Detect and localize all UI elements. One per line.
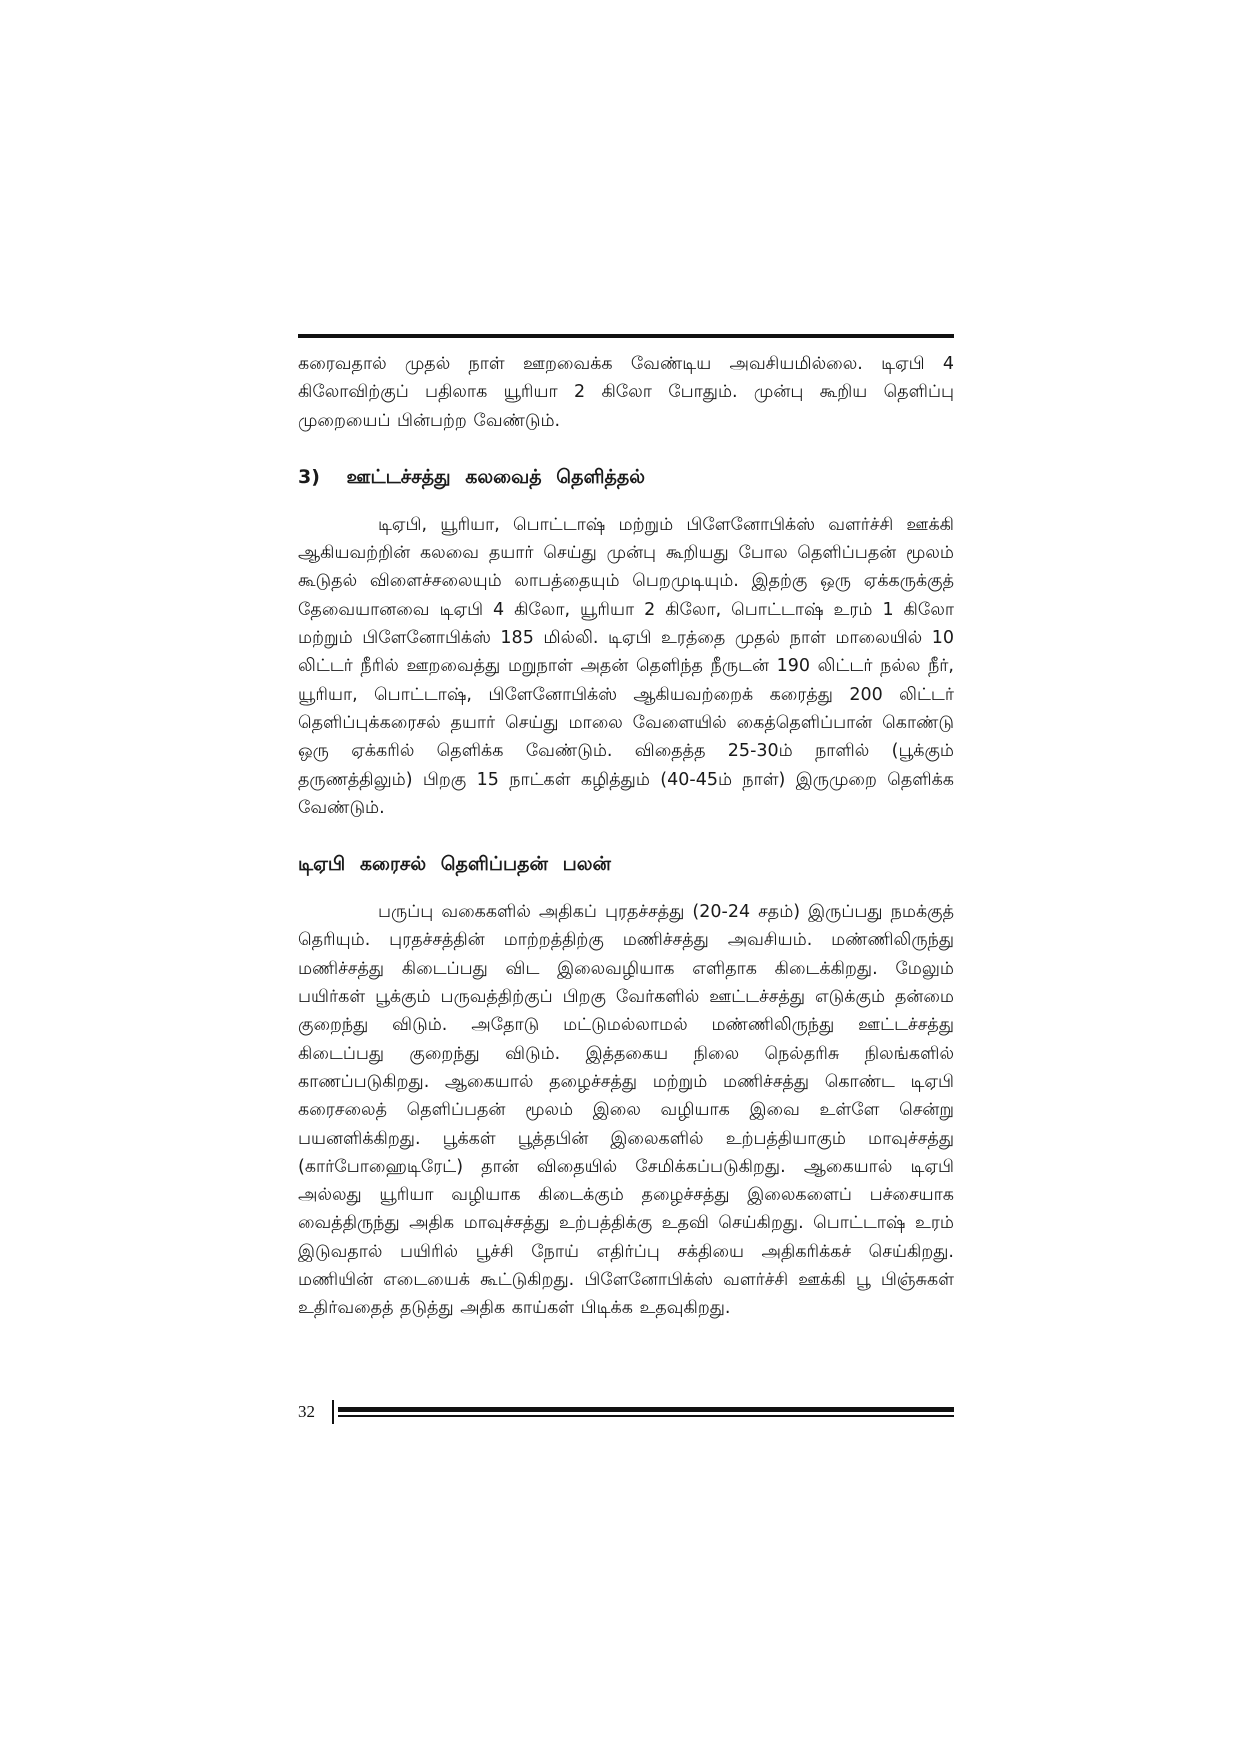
nutrient-spray-paragraph: டிஏபி, யூரியா, பொட்டாஷ் மற்றும் பிளேனோபிக்ஸ் வளர்ச்சி ஊக்கி ஆகியவற்றின் கலவை தயார் செய்து முன்பு கூறியது போல தெளிப்பதன் மூலம் கூடுதல் விளைச்சலையும் லாபத்தையும் பெறமுடியும். இதற்கு ஒரு ஏக்கருக்குத் தேவையானவை டிஏபி 4 கிலோ, யூரியா 2 கிலோ, பொட்டாஷ் உரம் 1 கிலோ மற்றும் பிளேனோபிக்ஸ் 185 மில்லி. டிஏபி உரத்தை முதல் நாள் மாலையில் 10 லிட்டர் நீரில் ஊறவைத்து மறுநாள் அதன் தெளிந்த நீருடன் 190 லிட்டர் நல்ல நீர், யூரியா, பொட்டாஷ், பிளேனோபிக்ஸ் ஆகியவற்றைக் கரைத்து 200 லிட்டர் தெளிப்புக்கரைசல் தயார் செய்து மாலை வேளையில் கைத்தெளிப்பான் கொண்டு ஒரு ஏக்கரில் தெளிக்க வேண்டும். விதைத்த 25-30ம் நாளில் (பூக்கும் தருணத்திலும்) பிறகு 15 நாட்கள் கழித்தும் (40-45ம் நாள்) இருமுறை தெளிக்க வேண்டும். [298,514,954,818]
section-number: 3) [298,465,320,488]
section-title: ஊட்டச்சத்து கலவைத் தெளித்தல் [346,465,645,488]
header-rule [298,334,954,338]
page-body [298,350,954,1323]
footer-rule [338,1407,954,1412]
section-heading-dap-benefit [298,850,954,878]
section-heading-nutrient-spray [298,463,954,491]
footer-vertical-bar [332,1400,334,1424]
section-title: டிஏபி கரைசல் தெளிப்பதன் பலன் [298,853,611,876]
page-footer [298,1400,954,1424]
intro-paragraph: கரைவதால் முதல் நாள் ஊறவைக்க வேண்டிய அவசியமில்லை. டிஏபி 4 கிலோவிற்குப் பதிலாக யூரியா 2 கிலோ போதும். முன்பு கூறிய தெளிப்பு முறையைப் பின்பற்ற வேண்டும். [298,354,954,431]
dap-benefit-paragraph: பருப்பு வகைகளில் அதிகப் புரதச்சத்து (20-24 சதம்) இருப்பது நமக்குத் தெரியும். புரதச்சத்தின் மாற்றத்திற்கு மணிச்சத்து அவசியம். மண்ணிலிருந்து மணிச்சத்து கிடைப்பது விட இலைவழியாக எளிதாக கிடைக்கிறது. மேலும் பயிர்கள் பூக்கும் பருவத்திற்குப் பிறகு வேர்களில் ஊட்டச்சத்து எடுக்கும் தன்மை குறைந்து விடும். அதோடு மட்டுமல்லாமல் மண்ணிலிருந்து ஊட்டச்சத்து கிடைப்பது குறைந்து விடும். இத்தகைய நிலை நெல்தரிசு நிலங்களில் காணப்படுகிறது. ஆகையால் தழைச்சத்து மற்றும் மணிச்சத்து கொண்ட டிஏபி கரைசலைத் தெளிப்பதன் மூலம் இலை வழியாக இவை உள்ளே சென்று பயனளிக்கிறது. பூக்கள் பூத்தபின் இலைகளில் உற்பத்தியாகும் மாவுச்சத்து (கார்போஹைடிரேட்) தான் விதையில் சேமிக்கப்படுகிறது. ஆகையால் டிஏபி அல்லது யூரியா வழியாக கிடைக்கும் தழைச்சத்து இலைகளைப் பச்சையாக வைத்திருந்து அதிக மாவுச்சத்து உற்பத்திக்கு உதவி செய்கிறது. பொட்டாஷ் உரம் இடுவதால் பயிரில் பூச்சி நோய் எதிர்ப்பு சக்தியை அதிகரிக்கச் செய்கிறது. மணியின் எடையைக் கூட்டுகிறது. பிளேனோபிக்ஸ் வளர்ச்சி ஊக்கி பூ பிஞ்சுகள் உதிர்வதைத் தடுத்து அதிக காய்கள் பிடிக்க உதவுகிறது. [298,902,954,1319]
page-number: 32 [298,1402,315,1421]
footer-rule-thin [338,1415,954,1417]
